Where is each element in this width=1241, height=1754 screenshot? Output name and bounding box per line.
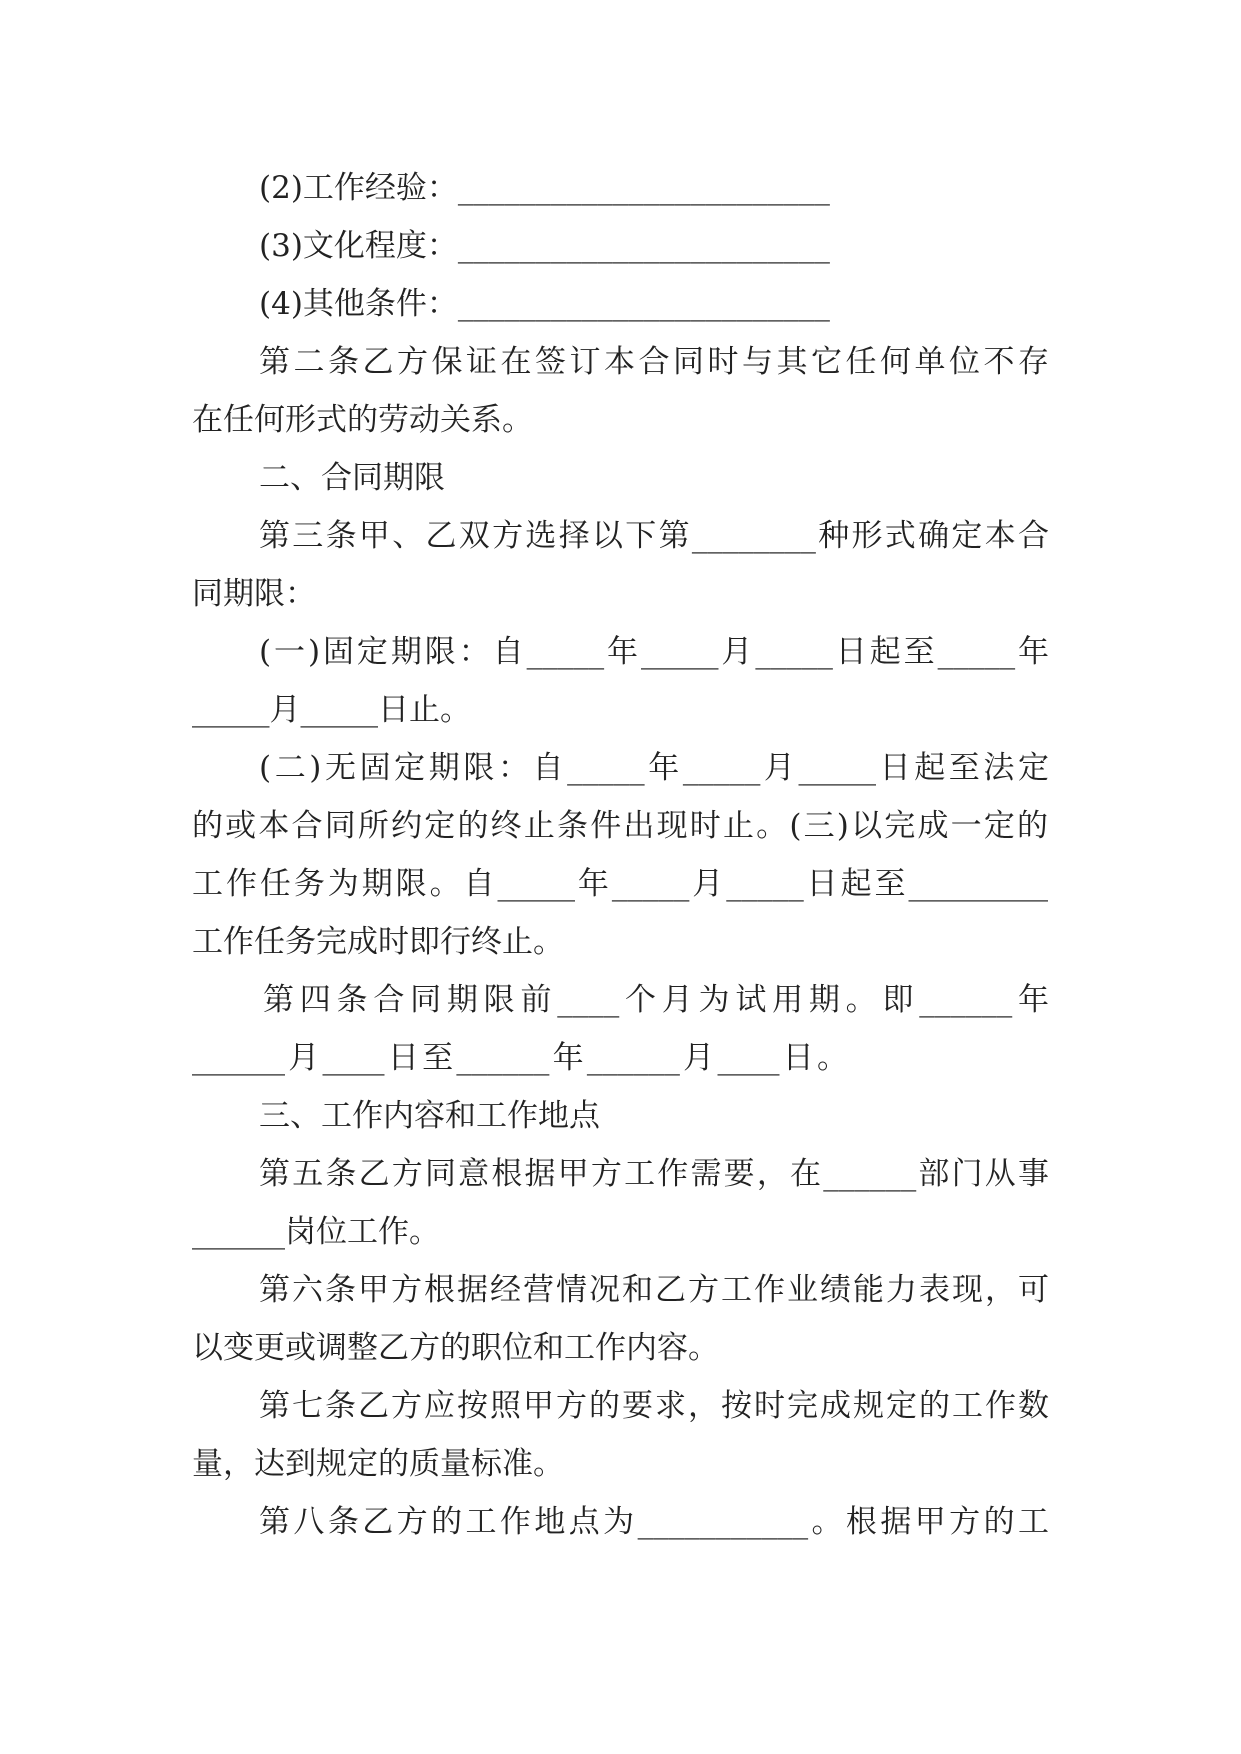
article-2-line-1: 第二条乙方保证在签订本合同时与其它任何单位不存: [259, 344, 1049, 380]
article-3-line-1: 第三条甲、乙双方选择以下第________种形式确定本合: [259, 518, 1049, 554]
fixed-term-line-2: _____月_____日止。: [192, 692, 471, 728]
article-2-line-2: 在任何形式的劳动关系。: [192, 402, 533, 438]
fixed-term-line-1: (一)固定期限：自_____年_____月_____日起至_____年: [259, 634, 1049, 670]
work-experience-line: (2)工作经验：________________________: [259, 170, 830, 206]
article-7-line-2: 量，达到规定的质量标准。: [192, 1446, 564, 1482]
article-4-line-1: 第四条合同期限前____个月为试用期。即______年: [263, 982, 1049, 1018]
open-term-line-1: (二)无固定期限：自_____年_____月_____日起至法定: [259, 750, 1049, 786]
article-7-line-1: 第七条乙方应按照甲方的要求，按时完成规定的工作数: [259, 1388, 1049, 1424]
article-6-line-2: 以变更或调整乙方的职位和工作内容。: [192, 1330, 719, 1366]
article-6-line-1: 第六条甲方根据经营情况和乙方工作业绩能力表现，可: [259, 1272, 1049, 1308]
article-5-line-1: 第五条乙方同意根据甲方工作需要，在______部门从事: [259, 1156, 1049, 1192]
article-4-line-2: ______月____日至______年______月____日。: [192, 1040, 848, 1076]
section-2-heading: 二、合同期限: [259, 460, 445, 496]
article-8-line-1: 第八条乙方的工作地点为___________。根据甲方的工: [259, 1504, 1049, 1540]
other-conditions-line: (4)其他条件：________________________: [259, 286, 830, 322]
section-3-heading: 三、工作内容和工作地点: [259, 1098, 600, 1134]
article-5-line-2: ______岗位工作。: [192, 1214, 440, 1250]
task-term-line-2: 工作任务完成时即行终止。: [192, 924, 564, 960]
open-term-line-2: 的或本合同所约定的终止条件出现时止。(三)以完成一定的: [192, 808, 1048, 844]
article-3-line-2: 同期限：: [192, 576, 316, 612]
task-term-line-1: 工作任务为期限。自_____年_____月_____日起至_________: [192, 866, 1048, 902]
education-level-line: (3)文化程度：________________________: [259, 228, 830, 264]
